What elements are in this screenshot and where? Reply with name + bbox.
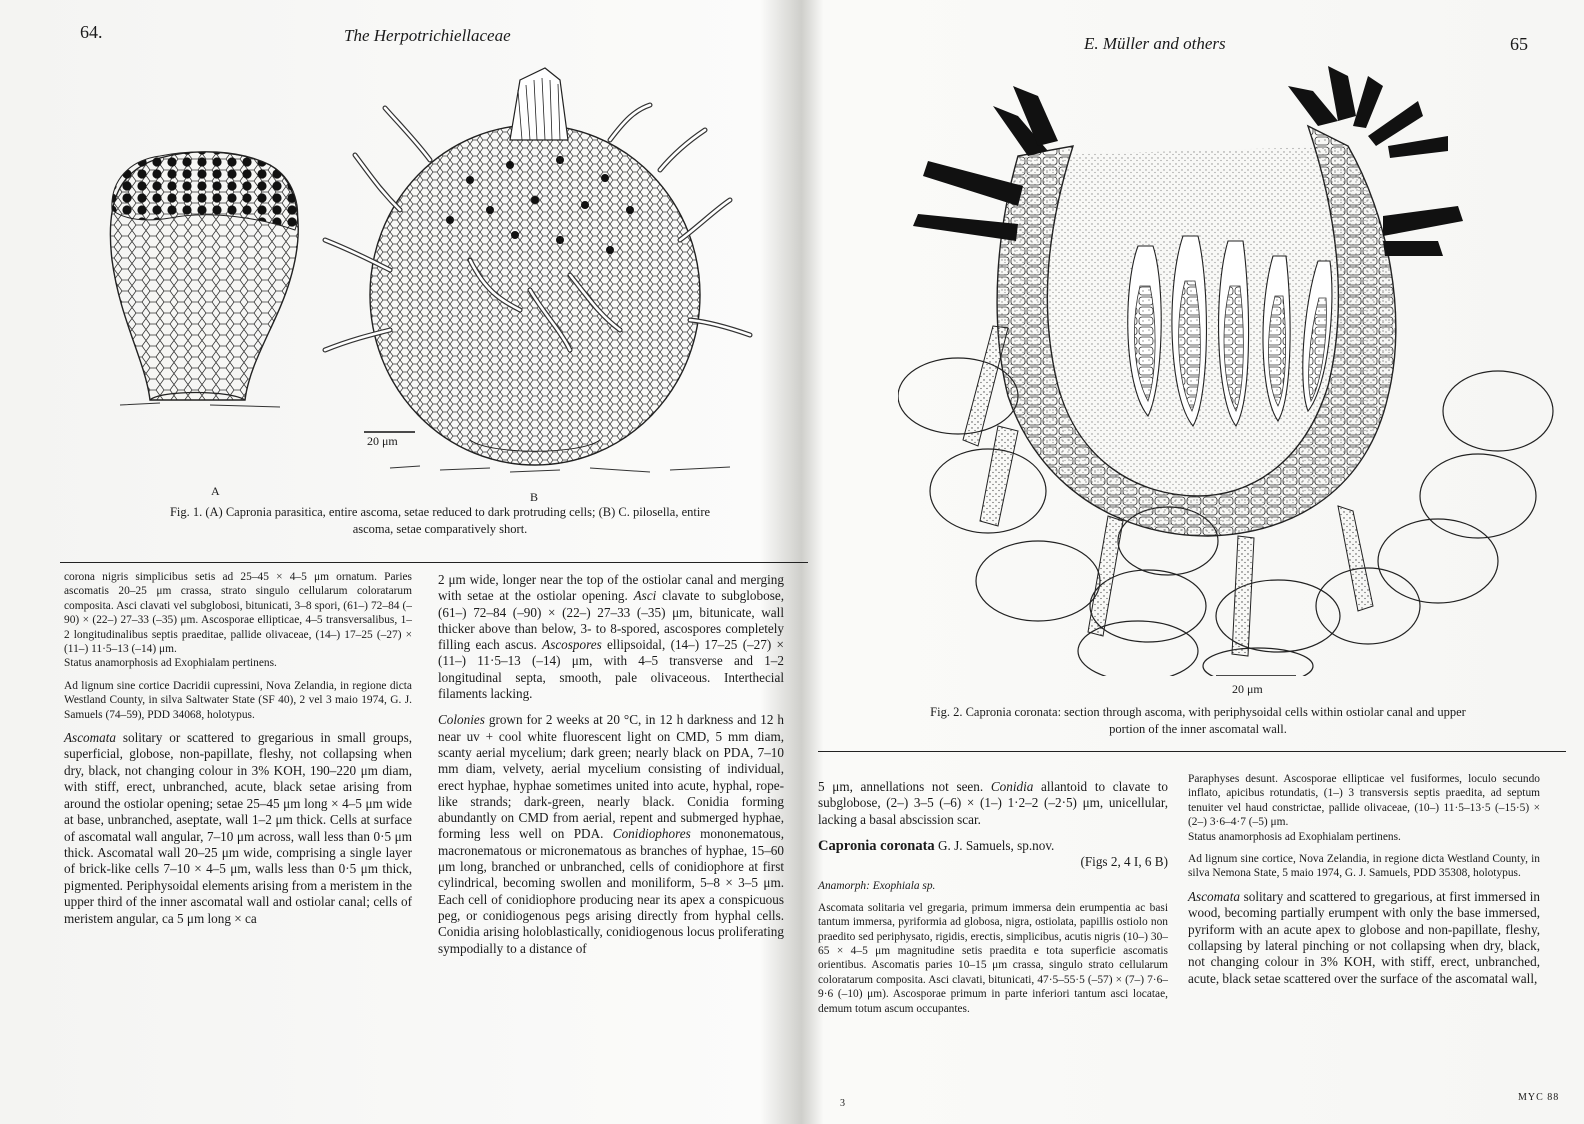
type-specimen: Ad lignum sine cortice, Nova Zelandia, in regione dicta Westland County, in silva Nemona State, 5 maio 1974, G. J. Samuels, PDD 35308, holotypus.: [1188, 853, 1540, 880]
running-head: E. Müller and others: [1084, 34, 1226, 53]
running-head: The Herpotrichiellaceae: [344, 26, 511, 45]
body-text: solitary or scattered to gregarious in small groups, superficial, globose, non-papillate, fleshy, not collapsing when dry, black, not changing colour in 3% KOH, 190–220 μm diam, with stiff, erect, unbranched, acute, black setae arising from around the ostiolar opening; setae 25–45 μm long × 4–5 μm wide at base, unbranched, aseptate, wall 1–2 μm thick. Cells at surface of ascomatal wall angular, 7–10 μm across, wall less than 0·5 μm thick. Ascomatal wall 20–25 μm wide, comprising a single layer of brick-like cells 7–10 × 4–5 μm, walls less than 0·5 μm thick, pigmented. Periphysoidal elements arising from a meristem in the upper third of the inner ascomatal wall and ostiolar canal; cells of meristem angular, ca 5 μm long × ca: [64, 730, 412, 926]
colonies-description: [438, 712, 784, 956]
latin-diagnosis: Ascomata solitaria vel gregaria, primum immersa dein erumpentia ac basi tantum immersa, pyriformia ad globosa, nigra, ostiolata, papillis ostiolo non praedito sed periphysato, rigidis, erectis, simplicibus, acutis nigris (10–) 30–65 × 4–5 μm magnitudine setis praedita e tota superficie ascomatis orientibus. Ascomatis paries 10–15 μm crassa, singulo strato cellularum coloratarum composita. Asci clavati, bitunicati, 47·5–55·5 (–57) × (7–) 7·6–9·6 (–10) μm). Ascosporae primum in parte inferiori tantum asci locatae, demum totum ascum occupantes.: [818, 901, 1168, 1015]
caption-line: portion of the inner ascomatal wall.: [1109, 722, 1287, 736]
asci-description: [438, 572, 784, 702]
species-name: Capronia coronata: [818, 837, 935, 854]
section-rule: [818, 751, 1566, 752]
figure-label-a: A: [211, 484, 220, 498]
section-rule: [60, 562, 808, 563]
body-text: solitary and scattered to gregarious, at first immersed in wood, becoming partially erumpent with only the base immersed, pyriform with an acute apex to globose and non-papillate, fleshy, collapsing by lateral pinching or not collapsing when dry, black, not changing colour in 3% KOH, with stiff, erect, unbranched, acute, black setae scattered over the surface of the ascomatal wall,: [1188, 888, 1540, 986]
body-text: : Exophiala sp.: [866, 880, 936, 893]
figure-1a-ascoma: [110, 152, 298, 407]
body-text: grown for 2 weeks at 20 °C, in 12 h darkness and 12 h near uv + cool white fluorescent light on CMD, 5 mm diam, scanty aerial mycelium; dark green; nearly black on PDA, 7–10 mm diam, velvety, aerial mycelium consisting of individual, erect hyphae, hyphae sometimes united into acute, hyphal, rope-like strands; dark-green, nearly black. Conidia forming abundantly on CMD from aerial, repent and submerged hyphae, forming less well on PDA.: [438, 712, 784, 842]
species-author: G. J. Samuels, sp.nov.: [934, 837, 1055, 853]
body-text: mononematous, macronematous or micronematous as branches of hyphae, 15–60 μm long, branched or unbranched, cells of conidiophore at first cylindrical, becoming swollen and moniliform, 5–8 × 3–5 μm. Each cell of conidiophore producing near its apex a conspicuous peg, or conidiogenous pegs arising directly from hyphal cells. Conidia arising holoblastically, conidiogenous locus proliferating sympodially to a distance of: [438, 826, 784, 956]
figure-2-caption: [828, 704, 1568, 738]
body-text: clavate to subglobose, (61–) 72–84 (–90) × (22–) 27–33 (–35) μm, bitunicate, wall thicker above than below, 3- to 8-spored, ascospores completely filling each ascus.: [438, 588, 784, 653]
species-figs: (Figs 2, 4 I, 6 B): [1080, 854, 1168, 870]
term: Conidia: [990, 779, 1034, 794]
caption-line: ascoma, setae comparatively short.: [352, 522, 528, 536]
right-column-2: [1188, 772, 1540, 995]
term: Ascomata: [1188, 888, 1241, 904]
right-column-1: [818, 779, 1168, 1024]
body-text: 2 μm wide, longer near the top of the ostiolar canal and merging with setae at the ostiolar opening.: [438, 572, 784, 604]
scale-label: 20 μm: [1232, 682, 1263, 696]
caption-line: Fig. 1. (A) Capronia parasitica, entire ascoma, setae reduced to dark protruding cells; (B) C. pilosella, entire: [169, 505, 711, 519]
term: Colonies: [438, 712, 485, 728]
term: Anamorph: [818, 880, 867, 893]
body-text: 5 μm, annellations not seen.: [818, 779, 991, 794]
type-specimen: Ad lignum sine cortice Dacridii cupressini, Nova Zelandia, in regione dicta Westland County, in silva Saltwater State (SF 40), 2 vel 3 maio 1974, G. J. Samuels (74–59), PDD 34068, holotypus.: [64, 679, 412, 721]
latin-diagnosis-cont: Paraphyses desunt. Ascosporae ellipticae vel fusiformes, loculo secundo inflato, apicibus rotundatis, (1–) 3 transversis septis praedita, ad septum tenuiter vel haud constrictae, pallide olivaceae, (10–) 11·5–13·5 (–15·5) × (2–) 3·6–4·7 (–5) μm.: [1188, 773, 1540, 829]
latin-diagnosis: corona nigris simplicibus setis ad 25–45 × 4–5 μm ornatum. Paries ascomatis 20–25 μm crassa, strato singulo cellularum coloratarum composita. Asci clavati vel subglobosi, bitunicati, 3–8 spori, (61–) 72–84 (–90) × (22–) 27–33 (–35) μm. Ascosporae ellipticae, 4–5 transversalibus, 1–2 longitudinalibus septis praeditae, pallide olivaceae, (14–) 17–25 (–27) × (11–) 11·5–13 (–14) μm.: [64, 571, 412, 656]
status-line: Status anamorphosis ad Exophialam pertinens.: [1188, 830, 1401, 843]
term: Conidiophores: [612, 826, 691, 842]
species-heading: [818, 838, 1168, 871]
right-page: [818, 0, 1584, 1124]
status-line: Status anamorphosis ad Exophialam pertinens.: [64, 657, 277, 670]
figure-1-drawing: [90, 60, 770, 510]
scale-label: 20 μm: [367, 434, 398, 448]
body-text: allantoid to clavate to subglobose, (2–) 3–5 (–6) × (1–) 1·2–2 (–2·5) μm, unicellular, lacking a basal abscission scar.: [818, 779, 1168, 827]
term: Ascospores: [542, 637, 602, 653]
ascomata-description: [64, 730, 412, 927]
caption-line: Fig. 2. Capronia coronata: section through ascoma, with periphysoidal cells within ostiolar canal and upper: [930, 705, 1466, 719]
page-number: 64.: [80, 22, 103, 42]
body-text: ellipsoidal, (14–) 17–25 (–27) × (11–) 11·5–13 (–14) μm, with 4–5 transverse and 1–2 longitudinal septa, smooth, pale olivaceous. Interthecial filaments lacking.: [438, 637, 784, 702]
figure-label-b: B: [530, 490, 539, 504]
conidia-description: [818, 779, 1168, 828]
page-number: 65: [1510, 34, 1528, 54]
left-column-2: [438, 572, 784, 965]
figure-1-caption: [90, 504, 790, 538]
anamorph-line: [818, 878, 1168, 894]
signature-mark: 3: [840, 1098, 845, 1109]
ascomata-description: [1188, 889, 1540, 987]
term: Asci: [633, 588, 657, 604]
journal-mark: MYC 88: [1518, 1092, 1560, 1103]
figure-2-drawing: [898, 66, 1558, 676]
left-column-1: [64, 570, 412, 935]
figure-1b-ascoma: [325, 68, 750, 472]
term: Ascomata: [64, 730, 117, 746]
